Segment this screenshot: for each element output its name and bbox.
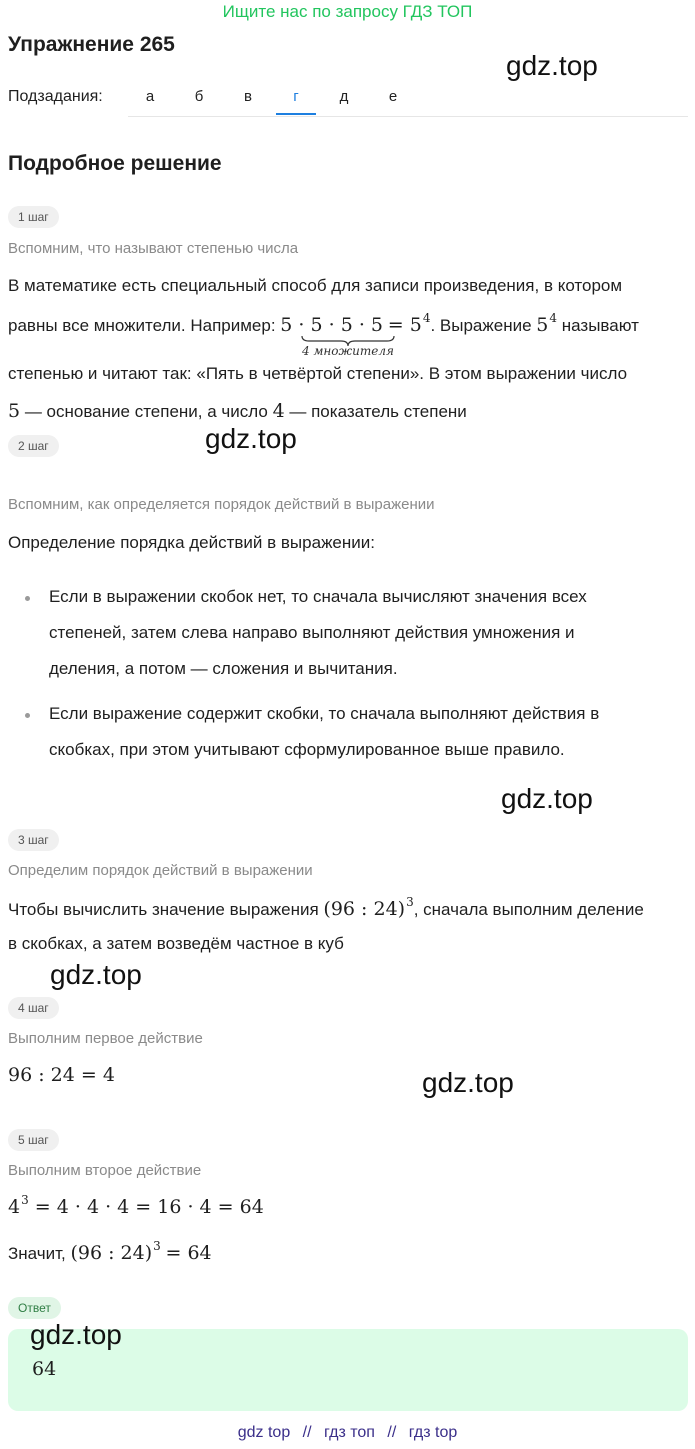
- answer-value: 64: [32, 1358, 57, 1380]
- watermark: gdz.top: [506, 50, 598, 81]
- step-text: равны все множители. Например:: [8, 316, 276, 335]
- step-badge: 1 шаг: [8, 206, 59, 228]
- solution-title: Подробное решение: [8, 152, 222, 175]
- list-item-line: Если выражение содержит скобки, то сначала выполняют действия в: [49, 704, 600, 723]
- step-text: степенью и читают так: «Пять в четвёртой степени». В этом выражении число: [8, 364, 628, 383]
- step-badge: 3 шаг: [8, 829, 59, 851]
- math-expression: [8, 1193, 264, 1218]
- math-exponent: 3: [153, 1239, 161, 1253]
- step-text-line: [8, 895, 644, 920]
- footer-link[interactable]: гдз top: [408, 1424, 458, 1441]
- step-text: в скобках, а затем возведём частное в куб: [8, 934, 344, 953]
- subtasks-label: Подзадания:: [8, 88, 103, 105]
- subtask-tab-e[interactable]: е: [388, 88, 398, 105]
- step-text: , сначала выполним деление: [413, 900, 644, 919]
- step-text: Определение порядка действий в выражении:: [8, 533, 375, 552]
- math-base: 4: [8, 1196, 21, 1218]
- footer-separator: //: [387, 1424, 397, 1441]
- answer-badge: Ответ: [8, 1297, 61, 1319]
- step-text-line: [8, 400, 467, 422]
- subtask-tab-a[interactable]: а: [145, 88, 155, 105]
- math-product: 5 · 5 · 5 · 5: [280, 314, 384, 336]
- step-hint: Выполним второе действие: [8, 1162, 202, 1179]
- step-text-line: [8, 1239, 212, 1264]
- subtask-tab-g[interactable]: г: [293, 88, 299, 105]
- math-rest: = 64: [165, 1242, 212, 1264]
- watermark: gdz.top: [422, 1067, 514, 1098]
- watermark: gdz.top: [205, 423, 297, 454]
- math-rest: = 4 · 4 · 4 = 16 · 4 = 64: [34, 1196, 264, 1218]
- step-text: Чтобы вычислить значение выражения: [8, 900, 319, 919]
- footer-links: [0, 1424, 695, 1442]
- bullet-dot: [25, 596, 30, 601]
- math-exponent: 3: [406, 895, 414, 909]
- math-expression: (96 : 24): [70, 1242, 153, 1264]
- step-text: Значит,: [8, 1244, 66, 1263]
- step-text: . Выражение: [430, 316, 532, 335]
- list-item-line: Если в выражении скобок нет, то сначала вычисляют значения всех: [49, 587, 587, 606]
- subtask-tab-d[interactable]: д: [339, 88, 349, 105]
- watermark: gdz.top: [50, 959, 142, 990]
- list-item-line: деления, а потом — сложения и вычитания.: [49, 659, 398, 678]
- math-base: 5: [536, 314, 549, 336]
- step-text: — основание степени, а число: [20, 402, 273, 421]
- footer-link[interactable]: gdz top: [237, 1424, 291, 1441]
- step-badge: 2 шаг: [8, 435, 59, 457]
- step-badge: 5 шаг: [8, 1129, 59, 1151]
- math-exponent: 3: [21, 1193, 29, 1207]
- math-number: 5: [8, 400, 21, 422]
- step-hint: Выполним первое действие: [8, 1030, 203, 1047]
- math-expression: (96 : 24): [323, 898, 406, 920]
- footer-separator: //: [302, 1424, 312, 1441]
- subtask-tab-v[interactable]: в: [244, 88, 252, 105]
- math-number: 4: [272, 400, 285, 422]
- promo-banner: Ищите нас по запросу ГДЗ ТОП: [222, 2, 473, 21]
- bullet-dot: [25, 713, 30, 718]
- subtask-tab-b[interactable]: б: [194, 88, 204, 105]
- math-exponent: 4: [422, 311, 431, 325]
- step-text: В математике есть специальный способ для записи произведения, в котором: [8, 276, 623, 295]
- step-hint: Определим порядок действий в выражении: [8, 862, 313, 879]
- step-text-line: [8, 311, 639, 336]
- step-text: — показатель степени: [284, 402, 467, 421]
- step-hint: Вспомним, что называют степенью числа: [8, 240, 299, 257]
- math-equals-power: = 5: [387, 314, 422, 336]
- list-item-line: степеней, затем слева направо выполняют действия умножения и: [49, 623, 575, 642]
- subtasks-nav: [128, 80, 688, 117]
- step-text: называют: [561, 316, 639, 335]
- underbrace-label: 4 множителя: [302, 344, 394, 358]
- math-expression: 96 : 24 = 4: [8, 1064, 115, 1086]
- watermark: gdz.top: [501, 783, 593, 814]
- math-exponent: 4: [549, 311, 558, 325]
- step-badge: 4 шаг: [8, 997, 59, 1019]
- step-hint: Вспомним, как определяется порядок действий в выражении: [8, 496, 435, 513]
- footer-link[interactable]: гдз топ: [324, 1424, 375, 1441]
- watermark: gdz.top: [30, 1319, 122, 1350]
- active-tab-indicator: [276, 113, 316, 115]
- list-item-line: скобках, при этом учитывают сформулированное выше правило.: [49, 740, 565, 759]
- page-title: Упражнение 265: [8, 33, 175, 56]
